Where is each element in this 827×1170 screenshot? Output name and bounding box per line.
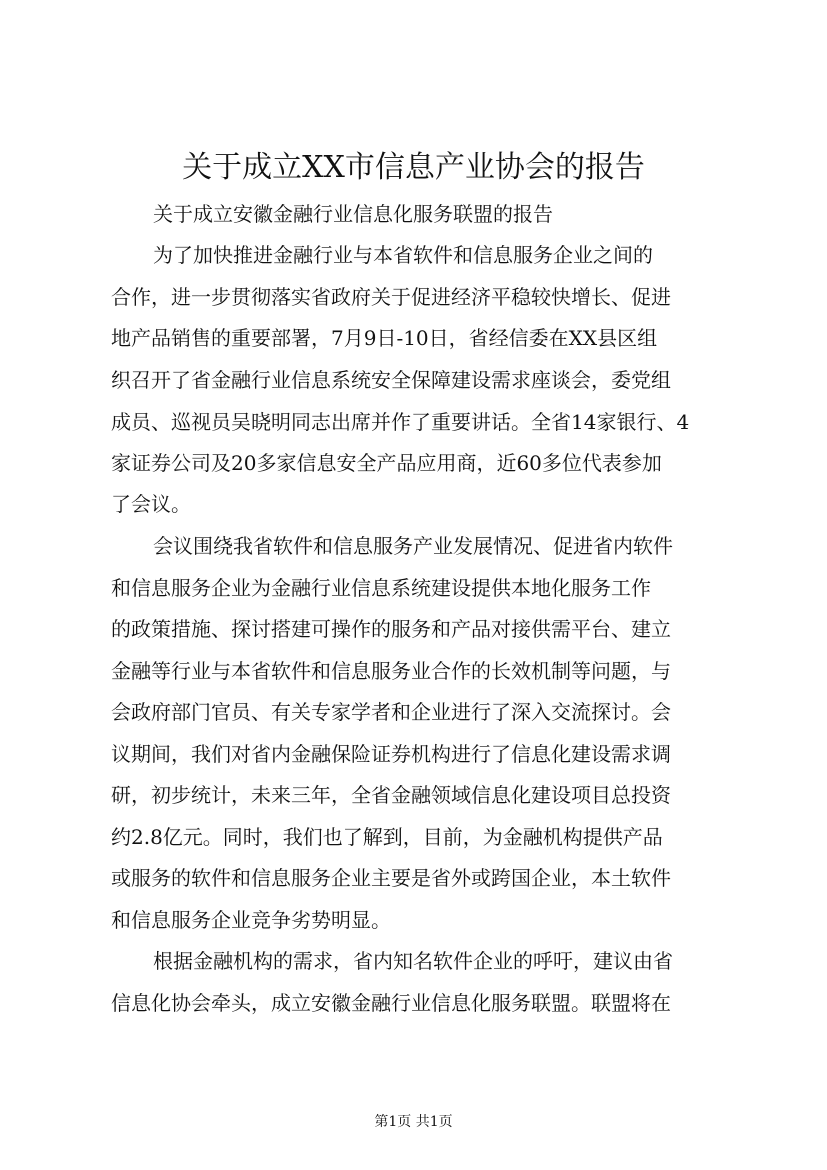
body-line: 和信息服务企业竞争劣势明显。 xyxy=(111,908,391,932)
body-line: 家证券公司及20多家信息安全产品应用商，近60多位代表参加 xyxy=(111,451,662,475)
body-line: 根据金融机构的需求，省内知名软件企业的呼吁，建议由省 xyxy=(153,949,673,973)
body-line: 织召开了省金融行业信息系统安全保障建设需求座谈会，委党组 xyxy=(111,368,671,392)
body-line: 为了加快推进金融行业与本省软件和信息服务企业之间的 xyxy=(153,243,653,267)
body-line: 了会议。 xyxy=(111,492,191,516)
document-title: 关于成立XX市信息产业协会的报告 xyxy=(182,150,645,185)
body-line: 和信息服务企业为金融行业信息系统建设提供本地化服务工作 xyxy=(111,576,651,600)
body-line: 合作，进一步贯彻落实省政府关于促进经济平稳较快增长、促进 xyxy=(111,285,671,309)
body-line: 或服务的软件和信息服务企业主要是省外或跨国企业，本土软件 xyxy=(111,866,671,890)
body-line: 关于成立安徽金融行业信息化服务联盟的报告 xyxy=(153,202,553,226)
page-footer: 第1页 共1页 xyxy=(374,1114,453,1130)
body-line: 研，初步统计，未来三年，全省金融领域信息化建设项目总投资 xyxy=(111,783,671,807)
body-line: 议期间，我们对省内金融保险证券机构进行了信息化建设需求调 xyxy=(111,742,671,766)
body-line: 会政府部门官员、有关专家学者和企业进行了深入交流探讨。会 xyxy=(111,700,671,724)
body-line: 信息化协会牵头，成立安徽金融行业信息化服务联盟。联盟将在 xyxy=(111,991,671,1015)
body-line: 会议围绕我省软件和信息服务产业发展情况、促进省内软件 xyxy=(153,534,673,558)
body-line: 的政策措施、探讨搭建可操作的服务和产品对接供需平台、建立 xyxy=(111,617,671,641)
body-line: 地产品销售的重要部署，7月9日-10日，省经信委在XX县区组 xyxy=(111,326,658,350)
body-line: 金融等行业与本省软件和信息服务业合作的长效机制等问题，与 xyxy=(111,659,671,683)
body-line: 成员、巡视员吴晓明同志出席并作了重要讲话。全省14家银行、4 xyxy=(111,410,690,434)
body-line: 约2.8亿元。同时，我们也了解到，目前，为金融机构提供产品 xyxy=(111,825,663,849)
